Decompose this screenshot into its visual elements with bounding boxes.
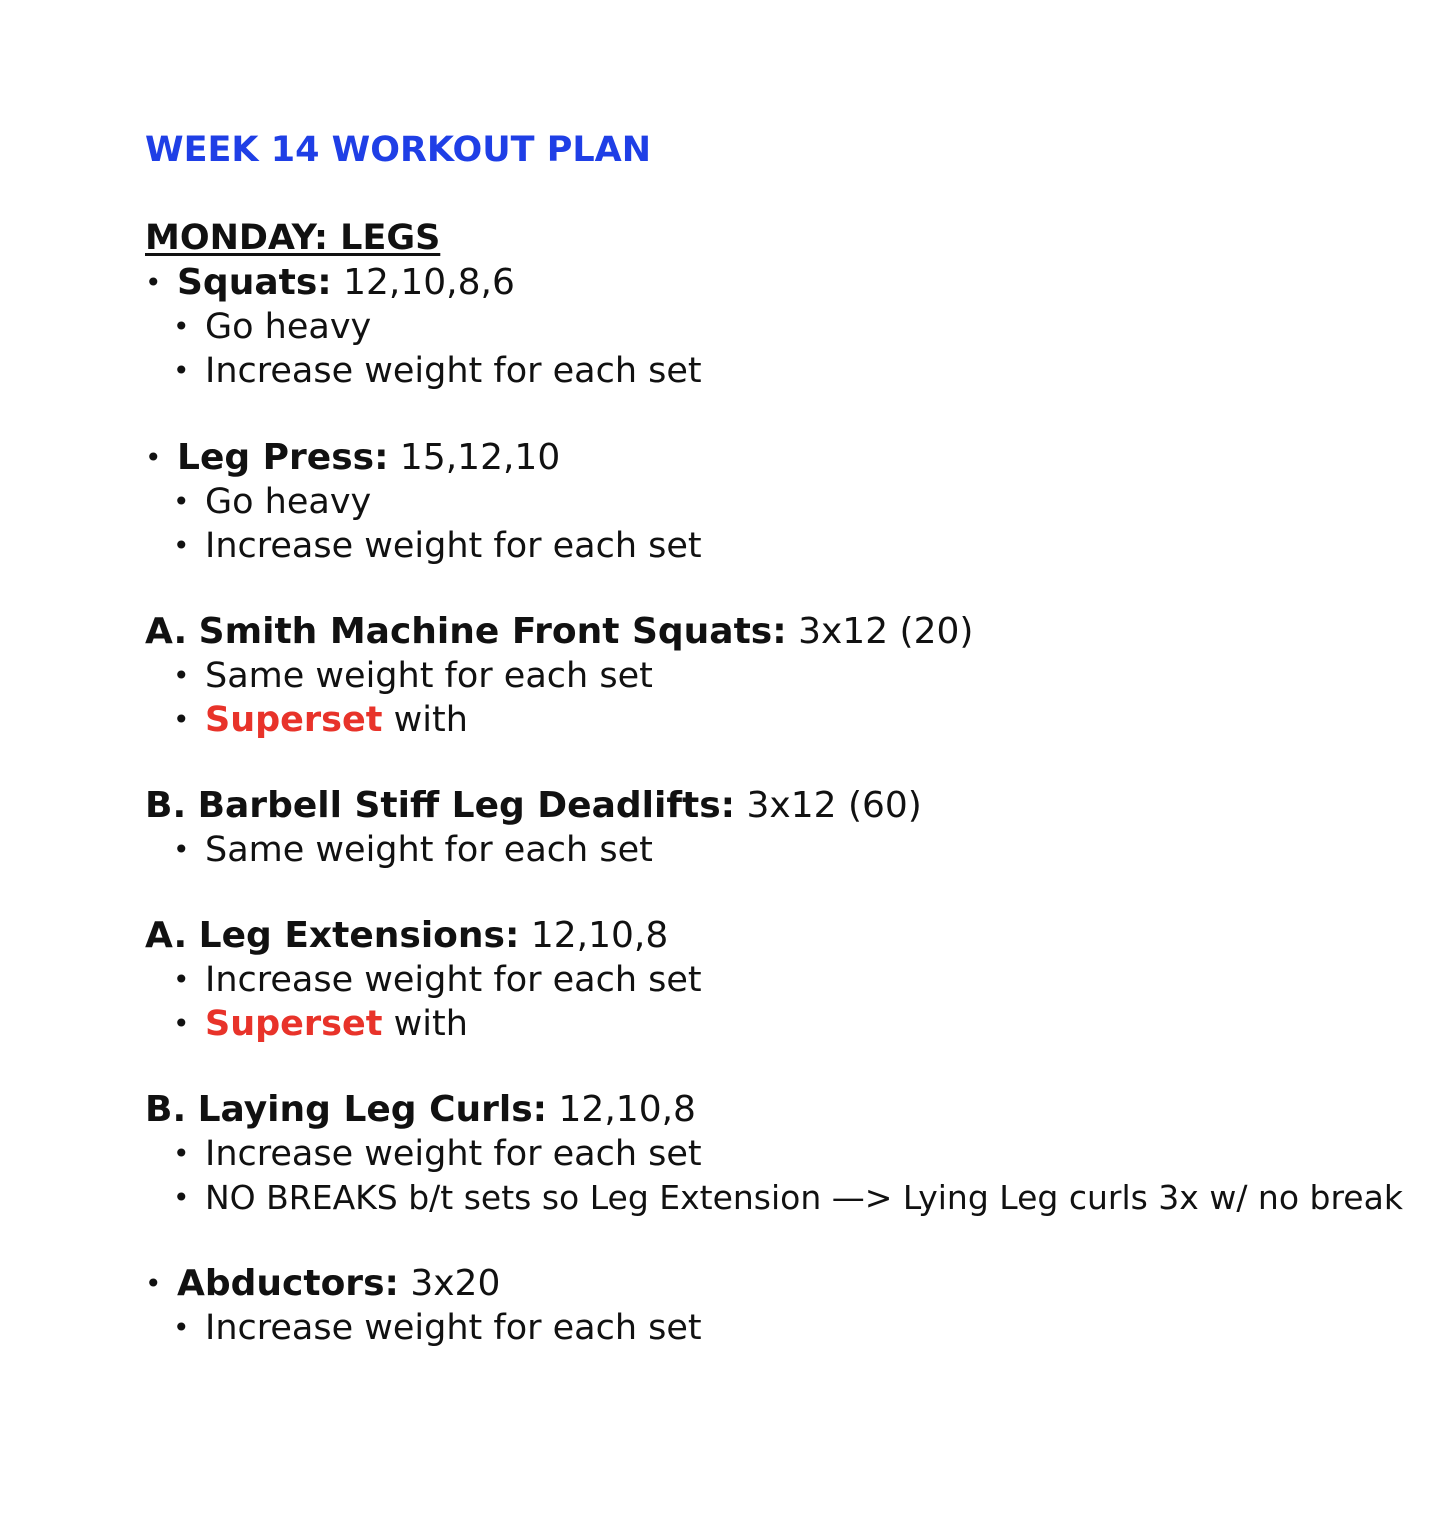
exercise-marker: A. — [145, 915, 188, 956]
exercise-line — [145, 610, 973, 654]
bullet-icon: • — [173, 833, 190, 866]
bullet-icon: • — [173, 1181, 190, 1214]
bullet-icon: • — [173, 354, 190, 387]
exercise-name: Barbell Stiff Leg Deadlifts: — [197, 785, 736, 826]
exercise-line — [145, 1088, 1403, 1132]
superset-note: • Superset with — [173, 1004, 468, 1044]
exercise-marker: B. — [145, 785, 187, 826]
bullet-icon: • — [145, 441, 162, 474]
exercise-note: • Go heavy — [173, 482, 372, 522]
exercise-abductors — [145, 1262, 702, 1350]
exercise-marker: A. — [145, 611, 188, 652]
exercise-name: Leg Press: — [177, 437, 389, 478]
exercise-note: • Increase weight for each set — [173, 1134, 702, 1174]
exercise-note: • Increase weight for each set — [173, 526, 702, 566]
bullet-icon: • — [145, 1267, 162, 1300]
bullet-icon: • — [173, 963, 190, 996]
bullet-icon: • — [145, 266, 162, 299]
exercise-reps: 15,12,10 — [399, 437, 561, 478]
bullet-icon: • — [173, 703, 190, 736]
superset-label: Superset — [205, 700, 383, 740]
superset-label: Superset — [205, 1004, 383, 1044]
exercise-reps: 12,10,8,6 — [343, 262, 515, 303]
exercise-leg-press — [145, 436, 702, 568]
exercise-note: • Same weight for each set — [173, 656, 653, 696]
exercise-note: • NO BREAKS b/t sets so Leg Extension —> Lying Leg curls 3x w/ no break — [145, 1176, 1403, 1220]
bullet-icon: • — [173, 1007, 190, 1040]
exercise-name: Squats: — [177, 262, 332, 303]
bullet-icon: • — [173, 1311, 190, 1344]
exercise-line — [145, 436, 702, 480]
bullet-icon: • — [173, 310, 190, 343]
exercise-note: • Increase weight for each set — [173, 351, 702, 391]
exercise-name: Laying Leg Curls: — [197, 1089, 548, 1130]
exercise-leg-extensions — [145, 914, 702, 1046]
exercise-laying-leg-curls — [145, 1088, 1403, 1220]
exercise-line — [145, 1262, 702, 1306]
page-title: WEEK 14 WORKOUT PLAN — [145, 130, 652, 170]
day-heading: MONDAY: LEGS — [145, 218, 441, 258]
exercise-name: Abductors: — [177, 1263, 399, 1304]
exercise-reps: 3x20 — [410, 1263, 501, 1304]
exercise-line — [145, 261, 702, 305]
bullet-icon: • — [173, 529, 190, 562]
exercise-name: Leg Extensions: — [198, 915, 520, 956]
exercise-reps: 3x12 (60) — [746, 785, 922, 826]
exercise-squats — [145, 261, 702, 393]
exercise-smith-machine-front-squats — [145, 610, 973, 742]
exercise-name: Smith Machine Front Squats: — [198, 611, 787, 652]
bullet-icon: • — [173, 485, 190, 518]
exercise-barbell-stiff-leg-deadlifts — [145, 784, 922, 872]
bullet-icon: • — [173, 1137, 190, 1170]
exercise-reps: 12,10,8 — [558, 1089, 696, 1130]
superset-note: • Superset with — [173, 700, 468, 740]
bullet-icon: • — [173, 659, 190, 692]
exercise-note: • Go heavy — [173, 307, 372, 347]
exercise-note: • Increase weight for each set — [173, 1308, 702, 1348]
exercise-reps: 12,10,8 — [530, 915, 669, 956]
exercise-line — [145, 914, 702, 958]
exercise-marker: B. — [145, 1089, 187, 1130]
exercise-note: • Increase weight for each set — [173, 960, 702, 1000]
exercise-reps: 3x12 (20) — [798, 611, 974, 652]
exercise-line — [145, 784, 922, 828]
exercise-note: • Same weight for each set — [173, 830, 653, 870]
